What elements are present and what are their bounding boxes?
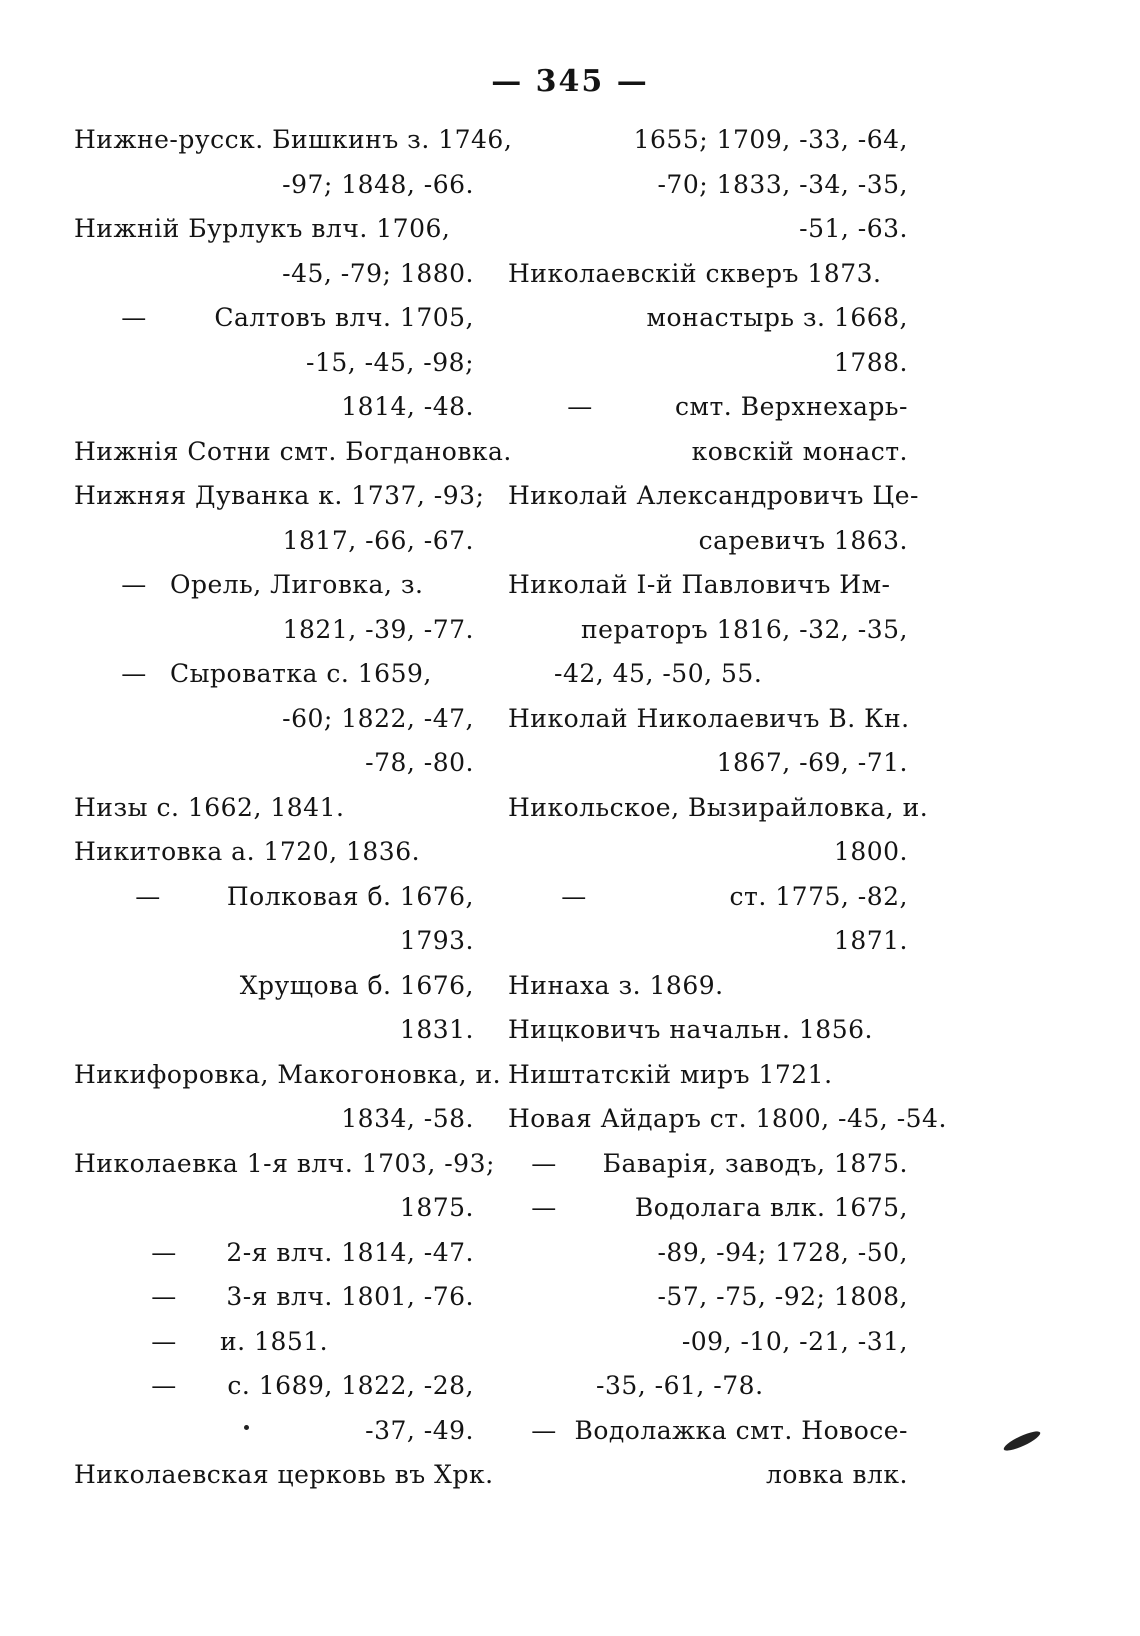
left-column (74, 118, 513, 1498)
entry-text: 1814, -48. (341, 392, 474, 421)
left-line (74, 163, 474, 208)
entry-text: 1871. (833, 926, 908, 955)
left-line (74, 608, 474, 653)
entry-text: Нижній Бурлукъ влч. 1706, (74, 214, 451, 243)
entry-text: -51, -63. (799, 214, 908, 243)
entry-text: 1788. (833, 347, 908, 377)
right-line (508, 875, 908, 920)
ditto-dash: — (121, 659, 147, 688)
left-line (74, 252, 474, 297)
right-line (508, 1320, 908, 1365)
left-line (74, 385, 474, 430)
ditto-dash: — (135, 881, 161, 911)
right-line (508, 1275, 908, 1320)
entry-text: смт. Верхнехарь- (675, 392, 908, 421)
left-line (74, 341, 474, 386)
right-line (508, 207, 908, 252)
left-line (74, 741, 474, 786)
right-line (508, 118, 908, 163)
entry-text: монастырь з. 1668, (646, 303, 908, 332)
left-line (74, 1409, 474, 1454)
right-line (508, 474, 919, 519)
left-line (74, 519, 474, 564)
entry-text: Ницковичъ начальн. 1856. (508, 1015, 873, 1044)
entry-text: ловка влк. (765, 1460, 908, 1489)
left-line (74, 1453, 494, 1498)
entry-text: Николаевка 1-я влч. 1703, -93; (74, 1148, 495, 1178)
right-line (508, 697, 908, 742)
right-line (508, 1231, 908, 1276)
entry-text: -42, 45, -50, 55. (554, 659, 763, 688)
ditto-dash: — (151, 1371, 177, 1400)
left-line (74, 652, 474, 697)
ditto-dash: — (121, 570, 147, 599)
left-line (74, 118, 513, 163)
entry-text: Водолажка смт. Новосе- (574, 1415, 908, 1445)
right-line (508, 830, 908, 875)
entry-text: 1817, -66, -67. (282, 525, 474, 555)
left-line (74, 1186, 474, 1231)
entry-text: 1655; 1709, -33, -64, (633, 125, 908, 154)
entry-text: -89, -94; 1728, -50, (657, 1237, 908, 1267)
entry-text: -37, -49. (365, 1415, 474, 1445)
entry-text: Никитовка а. 1720, 1836. (74, 837, 421, 866)
entry-text: Николаевскій скверъ 1873. (508, 258, 882, 288)
ditto-dash: — (531, 1415, 557, 1445)
entry-text: Николай I-й Павловичъ Им- (508, 570, 891, 599)
right-line (508, 786, 929, 831)
entry-text: Николаевская церковь въ Хрк. (74, 1460, 494, 1489)
entry-text: -45, -79; 1880. (282, 258, 474, 288)
entry-text: и. 1851. (220, 1326, 329, 1356)
entry-text: 3-я влч. 1801, -76. (226, 1282, 474, 1311)
right-line (508, 252, 908, 297)
right-line (508, 519, 908, 564)
entry-text: -70; 1833, -34, -35, (657, 169, 908, 199)
left-line (74, 919, 474, 964)
entry-text: с. 1689, 1822, -28, (227, 1371, 474, 1400)
entry-text: -09, -10, -21, -31, (681, 1326, 908, 1356)
entry-text: Николай Николаевичъ В. Кн. (508, 703, 910, 733)
entry-text: -78, -80. (365, 748, 474, 777)
right-line (508, 430, 908, 475)
right-line (508, 652, 908, 697)
left-line (74, 430, 512, 475)
left-line (74, 830, 474, 875)
right-line (508, 1097, 947, 1142)
entry-text: 1793. (399, 926, 474, 955)
entry-text: Водолага влк. 1675, (634, 1193, 908, 1222)
entry-text: Полковая б. 1676, (226, 881, 474, 911)
entry-text: Салтовъ влч. 1705, (214, 303, 474, 332)
left-line (74, 1364, 474, 1409)
entry-text: 1821, -39, -77. (282, 614, 474, 644)
right-line (508, 563, 908, 608)
left-line (74, 786, 474, 831)
left-line (74, 1142, 495, 1187)
right-line (508, 741, 908, 786)
right-line (508, 964, 908, 1009)
entry-text: саревичъ 1863. (698, 525, 908, 555)
right-column (508, 118, 947, 1498)
left-line (74, 1097, 474, 1142)
right-line (508, 385, 908, 430)
left-line (74, 563, 474, 608)
entry-text: Хрущова б. 1676, (239, 970, 474, 1000)
right-line (508, 341, 908, 386)
left-line (74, 207, 474, 252)
entry-text: Нижнія Сотни смт. Богдановка. (74, 436, 512, 466)
entry-text: Нижне-русск. Бишкинъ з. 1746, (74, 125, 513, 154)
entry-text: 1831. (399, 1015, 474, 1044)
left-line (74, 875, 474, 920)
entry-text: 1800. (833, 837, 908, 866)
entry-text: 2-я влч. 1814, -47. (226, 1237, 474, 1267)
entry-text: ковскій монаст. (691, 436, 908, 466)
entry-text: Низы с. 1662, 1841. (74, 792, 345, 822)
ditto-dash: — (151, 1237, 177, 1267)
entry-text: Новая Айдаръ ст. 1800, -45, -54. (508, 1104, 947, 1133)
entry-text: ператоръ 1816, -32, -35, (581, 614, 908, 644)
left-line (74, 1008, 474, 1053)
ink-mark (1002, 1428, 1042, 1454)
right-line (508, 1142, 908, 1187)
entry-text: -60; 1822, -47, (282, 703, 474, 733)
left-line (74, 1231, 474, 1276)
right-line (508, 1453, 908, 1498)
ditto-dash: — (151, 1282, 177, 1311)
right-line (508, 1364, 908, 1409)
entry-text: Никольское, Вызирайловка, и. (508, 792, 929, 822)
right-line (508, 296, 908, 341)
entry-text: -97; 1848, -66. (282, 169, 474, 199)
left-line (74, 1320, 474, 1365)
entry-text: -15, -45, -98; (306, 347, 474, 377)
entry-text: Нинаха з. 1869. (508, 970, 724, 1000)
entry-text: Николай Александровичъ Це- (508, 481, 919, 510)
entry-text: Ништатскій миръ 1721. (508, 1059, 833, 1089)
entry-text: Никифоровка, Макогоновка, и. (74, 1059, 502, 1089)
ink-dot (244, 1425, 249, 1430)
ditto-dash: — (531, 1193, 557, 1222)
entry-text: 1834, -58. (341, 1104, 474, 1133)
entry-text: -35, -61, -78. (596, 1371, 764, 1400)
left-line (74, 1053, 502, 1098)
entry-text: 1875. (399, 1193, 474, 1222)
right-line (508, 919, 908, 964)
ditto-dash: — (531, 1148, 557, 1178)
right-line (508, 163, 908, 208)
left-line (74, 964, 474, 1009)
entry-text: 1867, -69, -71. (716, 748, 908, 777)
page-number: — 345 — (491, 64, 649, 99)
ditto-dash: — (151, 1326, 177, 1356)
right-line (508, 1186, 908, 1231)
left-line (74, 474, 485, 519)
right-line (508, 608, 908, 653)
right-line (508, 1053, 908, 1098)
right-line (508, 1409, 908, 1454)
entry-text: Орель, Лиговка, з. (170, 570, 424, 599)
entry-text: -57, -75, -92; 1808, (657, 1282, 908, 1311)
entry-text: ст. 1775, -82, (729, 881, 908, 911)
ditto-dash: — (121, 303, 147, 332)
entry-text: Нижняя Дуванка к. 1737, -93; (74, 481, 485, 510)
left-line (74, 296, 474, 341)
left-line (74, 697, 474, 742)
ditto-dash: — (561, 881, 587, 911)
entry-text: Баварія, заводъ, 1875. (602, 1148, 908, 1178)
left-line (74, 1275, 474, 1320)
right-line (508, 1008, 908, 1053)
entry-text: Сыроватка с. 1659, (170, 659, 432, 688)
ditto-dash: — (567, 392, 593, 421)
